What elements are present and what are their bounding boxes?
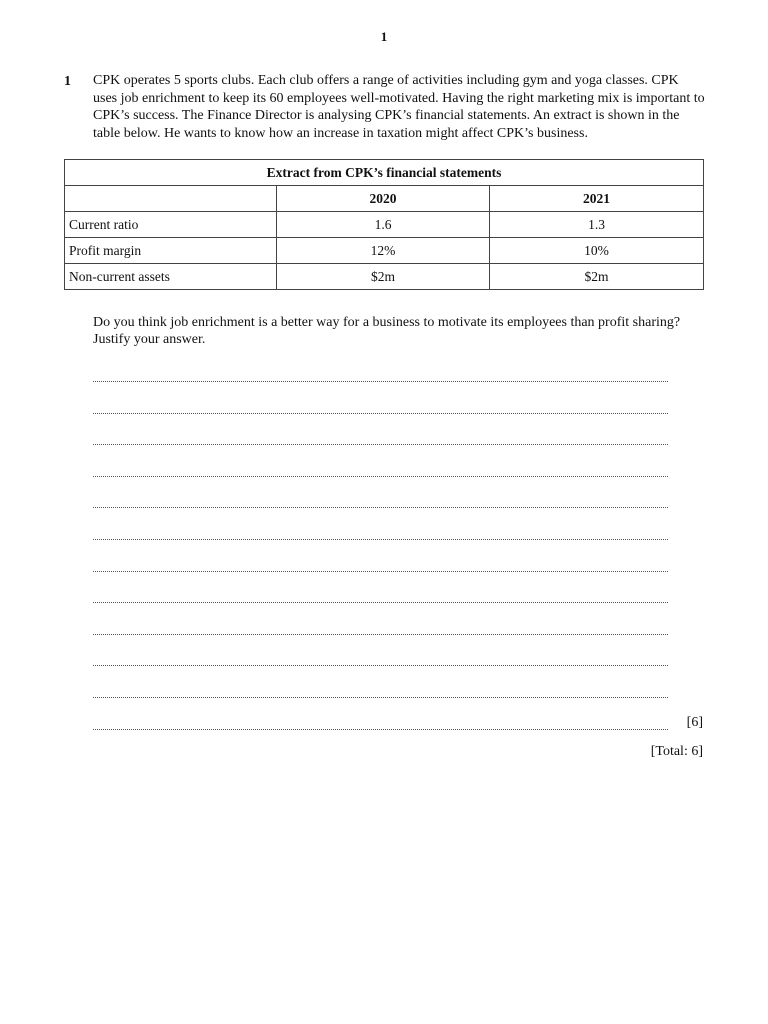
row-label-non-current-assets: Non-current assets	[65, 264, 277, 290]
dotted-rule	[93, 381, 668, 382]
dotted-rule	[93, 634, 668, 635]
answer-line[interactable]	[93, 456, 705, 488]
cell-current-ratio-2021: 1.3	[490, 212, 704, 238]
dotted-rule	[93, 729, 668, 730]
table-title-row	[65, 160, 704, 186]
cell-current-ratio-2020: 1.6	[277, 212, 490, 238]
table-row	[65, 238, 704, 264]
cell-profit-margin-2021: 10%	[490, 238, 704, 264]
dotted-rule	[93, 507, 668, 508]
answer-line[interactable]	[93, 361, 705, 393]
table-header-row	[65, 186, 704, 212]
answer-line[interactable]	[93, 551, 705, 583]
dotted-rule	[93, 539, 668, 540]
answer-line[interactable]	[93, 519, 705, 551]
table-title: Extract from CPK’s financial statements	[65, 160, 704, 186]
financial-statements-table	[64, 159, 704, 290]
table-row	[65, 212, 704, 238]
answer-line[interactable]	[93, 582, 705, 614]
cell-profit-margin-2020: 12%	[277, 238, 490, 264]
cell-non-current-assets-2020: $2m	[277, 264, 490, 290]
dotted-rule	[93, 476, 668, 477]
table-row	[65, 264, 704, 290]
answer-line[interactable]	[93, 614, 705, 646]
cell-non-current-assets-2021: $2m	[490, 264, 704, 290]
marks-allocation: [6]	[686, 714, 703, 730]
answer-line[interactable]	[93, 487, 705, 519]
dotted-rule	[93, 602, 668, 603]
answer-line[interactable]	[93, 393, 705, 425]
question-stem: CPK operates 5 sports clubs. Each club offers a range of activities including gym and yoga classes. CPK uses job enrichment to keep its 60 employees well-motivated. Having the right marketing mix is important to CPK’s success. The Finance Director is analysing CPK’s financial statements. An extract is shown in the table below. He wants to know how an increase in taxation might affect CPK’s business.	[93, 73, 705, 141]
answer-line[interactable]	[93, 709, 705, 741]
table-header-blank	[65, 186, 277, 212]
row-label-profit-margin: Profit margin	[65, 238, 277, 264]
question-total: [Total: 6]	[650, 744, 703, 759]
table-header-2020: 2020	[277, 186, 490, 212]
dotted-rule	[93, 444, 668, 445]
row-label-current-ratio: Current ratio	[65, 212, 277, 238]
answer-line[interactable]	[93, 424, 705, 456]
table-header-2021: 2021	[490, 186, 704, 212]
answer-line[interactable]	[93, 645, 705, 677]
dotted-rule	[93, 665, 668, 666]
dotted-rule	[93, 571, 668, 572]
dotted-rule	[93, 413, 668, 414]
question-number: 1	[64, 74, 71, 89]
answer-line[interactable]	[93, 677, 705, 709]
answer-area[interactable]	[93, 361, 705, 740]
page-number: 1	[380, 29, 388, 44]
dotted-rule	[93, 697, 668, 698]
question-prompt: Do you think job enrichment is a better way for a business to motivate its employees than profit sharing? Justify your answer.	[93, 315, 681, 347]
